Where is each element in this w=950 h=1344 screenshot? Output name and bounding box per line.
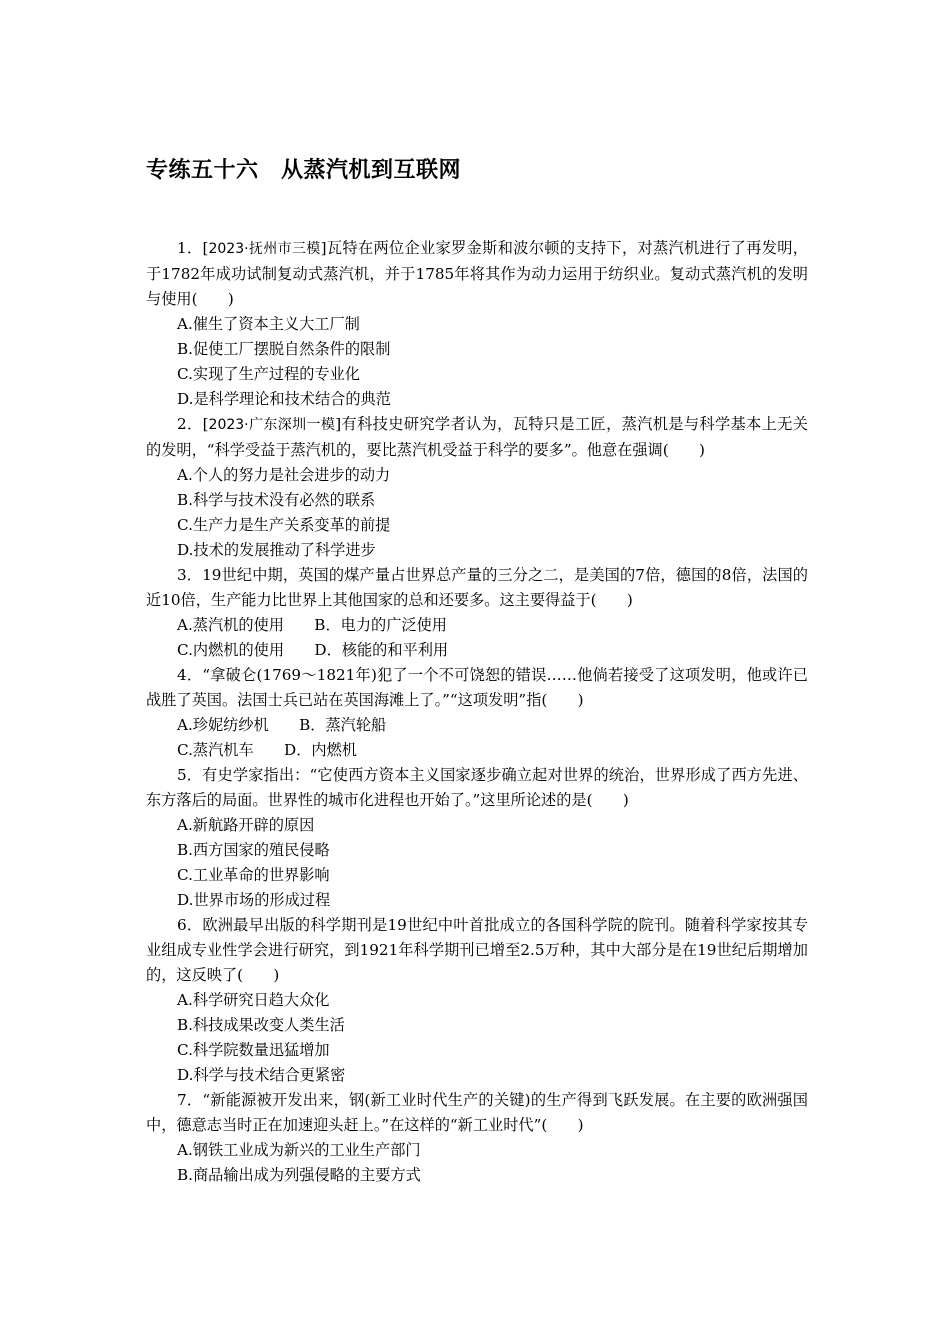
option-a: A.钢铁工业成为新兴的工业生产部门	[177, 1141, 421, 1159]
option-c: C.实现了生产过程的专业化	[177, 365, 360, 383]
question-list	[146, 236, 808, 1188]
option-b: B.西方国家的殖民侵略	[177, 841, 330, 859]
question-number: 4．	[177, 666, 203, 684]
question-stem	[146, 236, 808, 312]
option-row-cd: C.蒸汽机车 D．内燃机	[177, 741, 357, 759]
option-row-ab: A.珍妮纺纱机 B．蒸汽轮船	[177, 716, 387, 734]
question-1	[146, 236, 808, 412]
option-a: A.新航路开辟的原因	[177, 816, 315, 834]
question-5	[146, 763, 808, 913]
option-c: C.科学院数量迅猛增加	[177, 1041, 330, 1059]
option-b: B.促使工厂摆脱自然条件的限制	[177, 340, 391, 358]
question-number: 5．	[177, 766, 203, 784]
question-text: 19世纪中期，英国的煤产量占世界总产量的三分之二，是美国的7倍，德国的8倍，法国的近10倍，生产能力比世界上其他国家的总和还要多。这主要得益于( )	[146, 566, 808, 609]
option-b: B.科学与技术没有必然的联系	[177, 491, 376, 509]
option-c: C.工业革命的世界影响	[177, 866, 330, 884]
question-number: 1．[	[177, 239, 209, 257]
question-7	[146, 1088, 808, 1188]
option-a: A.个人的努力是社会进步的动力	[177, 466, 391, 484]
question-2	[146, 412, 808, 563]
question-3	[146, 563, 808, 663]
option-b: B.科技成果改变人类生活	[177, 1016, 345, 1034]
question-text: “新能源被开发出来，钢(新工业时代生产的关键)的生产得到飞跃发展。在主要的欧洲强国中，德意志当时正在加速迎头赶上。”在这样的“新工业时代”( )	[146, 1091, 808, 1134]
question-4	[146, 663, 808, 763]
question-number: 7．	[177, 1091, 203, 1109]
question-stem	[146, 913, 808, 988]
question-text: 欧洲最早出版的科学期刊是19世纪中叶首批成立的各国科学院的院刊。随着科学家按其专业组成专业性学会进行研究，到1921年科学期刊已增至2.5万种，其中大部分是在19世纪后期增加的，这反映了( )	[146, 916, 808, 984]
question-number: 3．	[177, 566, 203, 584]
option-c: C.生产力是生产关系变革的前提	[177, 516, 391, 534]
option-d: D.科学与技术结合更紧密	[177, 1066, 346, 1084]
option-row-cd: C.内燃机的使用 D．核能的和平利用	[177, 641, 449, 659]
question-text: 有史学家指出：“它使西方资本主义国家逐步确立起对世界的统治，世界形成了西方先进、东方落后的局面。世界性的城市化进程也开始了。”这里所论述的是( )	[146, 766, 808, 809]
option-d: D.技术的发展推动了科学进步	[177, 541, 376, 559]
question-stem	[146, 563, 808, 613]
question-6	[146, 913, 808, 1088]
question-text: ]有科技史研究学者认为，瓦特只是工匠，蒸汽机是与科学基本上无关的发明，“科学受益于蒸汽机的，要比蒸汽机受益于科学的要多”。他意在强调( )	[146, 415, 808, 459]
question-stem	[146, 663, 808, 713]
option-d: D.世界市场的形成过程	[177, 891, 331, 909]
question-text: ]瓦特在两位企业家罗金斯和波尔顿的支持下，对蒸汽机进行了再发明，于1782年成功试制复动式蒸汽机，并于1785年将其作为动力运用于纺织业。复动式蒸汽机的发明与使用( )	[146, 239, 808, 308]
question-source: 2023·抚州市三模	[208, 241, 321, 257]
question-number: 2．[	[177, 415, 209, 433]
question-stem	[146, 412, 808, 463]
question-number: 6．	[177, 916, 203, 934]
question-stem	[146, 1088, 808, 1138]
option-b: B.商品输出成为列强侵略的主要方式	[177, 1166, 421, 1184]
option-a: A.科学研究日趋大众化	[177, 991, 330, 1009]
option-d: D.是科学理论和技术结合的典范	[177, 390, 391, 408]
option-a: A.催生了资本主义大工厂制	[177, 315, 360, 333]
page-title: 专练五十六 从蒸汽机到互联网	[146, 158, 462, 183]
question-source: 2023·广东深圳一模	[208, 417, 336, 433]
question-text: “拿破仑(1769～1821年)犯了一个不可饶恕的错误……他倘若接受了这项发明，他或许已战胜了英国。法国士兵已站在英国海滩上了。”“这项发明”指( )	[146, 666, 808, 709]
question-stem	[146, 763, 808, 813]
option-row-ab: A.蒸汽机的使用 B．电力的广泛使用	[177, 616, 447, 634]
